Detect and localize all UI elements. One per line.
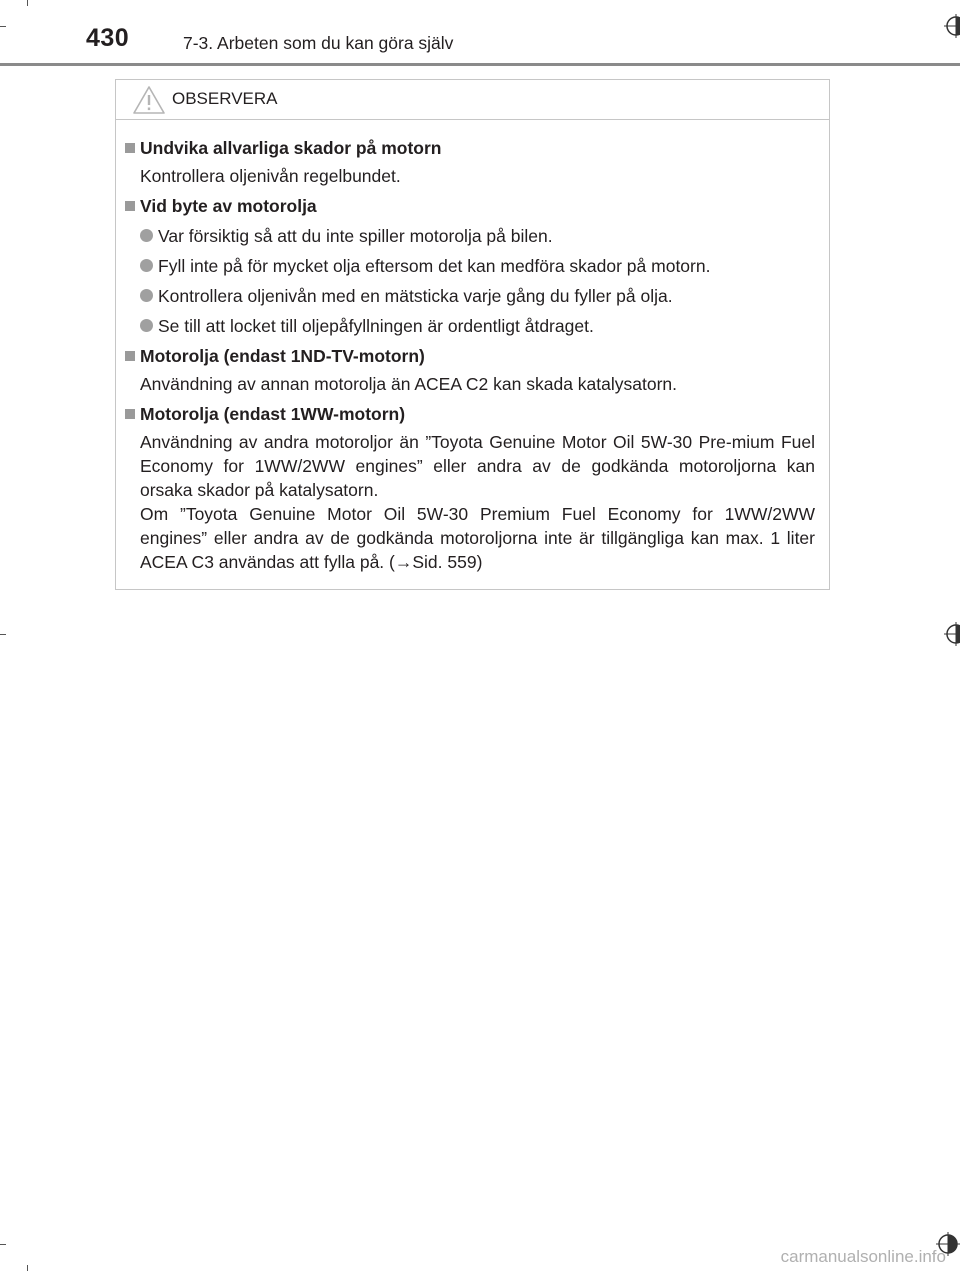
crop-mark-top-left-v: [27, 0, 28, 6]
list-item: [125, 284, 815, 308]
registration-mark-icon: [944, 14, 960, 38]
section-text: Kontrollera oljenivån regelbundet.: [140, 166, 401, 186]
section-heading: [125, 194, 815, 218]
square-bullet-icon: [125, 351, 135, 361]
list-item-text: Fyll inte på för mycket olja eftersom det kan medföra skador på motorn.: [158, 256, 711, 276]
section-heading-text: Motorolja (endast 1WW-motorn): [140, 404, 406, 424]
list-item-text: Se till att locket till oljepåfyllningen är ordentligt åtdraget.: [158, 316, 594, 336]
crop-mark-top-left: [0, 26, 6, 27]
list-item-text: Kontrollera oljenivån med en mätsticka varje gång du fyller på olja.: [158, 286, 673, 306]
circle-bullet-icon: [140, 319, 153, 332]
caution-notice-box: [115, 79, 830, 590]
list-item-text: Var försiktig så att du inte spiller motorolja på bilen.: [158, 226, 553, 246]
square-bullet-icon: [125, 201, 135, 211]
notice-body: [116, 120, 829, 574]
registration-mark-icon: [944, 622, 960, 646]
page-reference-link[interactable]: Sid. 559: [412, 552, 477, 572]
page-number: 430: [86, 24, 130, 52]
header-rule: [0, 63, 960, 66]
circle-bullet-icon: [140, 289, 153, 302]
warning-triangle-icon: [132, 85, 166, 115]
section-heading-text: Undvika allvarliga skador på motorn: [140, 138, 442, 158]
crop-mark-bottom-left: [0, 1244, 6, 1245]
section-heading: [125, 344, 815, 368]
watermark-logo: carmanualsonline.info: [780, 1247, 946, 1266]
section-heading-text: Vid byte av motorolja: [140, 196, 317, 216]
circle-bullet-icon: [140, 259, 153, 272]
section-heading: [125, 136, 815, 160]
list-item: [125, 314, 815, 338]
list-item: [125, 224, 815, 248]
notice-title: OBSERVERA: [172, 89, 278, 108]
section-text: Användning av andra motoroljor än ”Toyota Genuine Motor Oil 5W-30 Pre-mium Fuel Economy for 1WW/2WW engines” eller andra av de godkända motoroljorna kan orsaka skador på katalysatorn.: [140, 432, 815, 500]
crop-mark-bottom-left-v: [27, 1265, 28, 1271]
section-title: 7-3. Arbeten som du kan göra själv: [183, 33, 454, 53]
crop-mark-mid-left: [0, 634, 6, 635]
list-item: [125, 254, 815, 278]
section-heading: [125, 402, 815, 426]
section-heading-text: Motorolja (endast 1ND-TV-motorn): [140, 346, 425, 366]
section-text-2: [125, 502, 815, 574]
section-text: Användning av annan motorolja än ACEA C2 kan skada katalysatorn.: [140, 374, 678, 394]
square-bullet-icon: [125, 409, 135, 419]
closing-paren: ): [476, 552, 483, 572]
section-text-2-body: Om ”Toyota Genuine Motor Oil 5W-30 Premium Fuel Economy for 1WW/2WW engines” eller andra av de godkända motoroljorna inte är tillgängliga kan max. 1 liter ACEA C3 användas att fylla på. (: [140, 504, 815, 572]
notice-header: [116, 80, 829, 120]
circle-bullet-icon: [140, 229, 153, 242]
arrow-right-icon: →: [394, 552, 413, 572]
square-bullet-icon: [125, 143, 135, 153]
